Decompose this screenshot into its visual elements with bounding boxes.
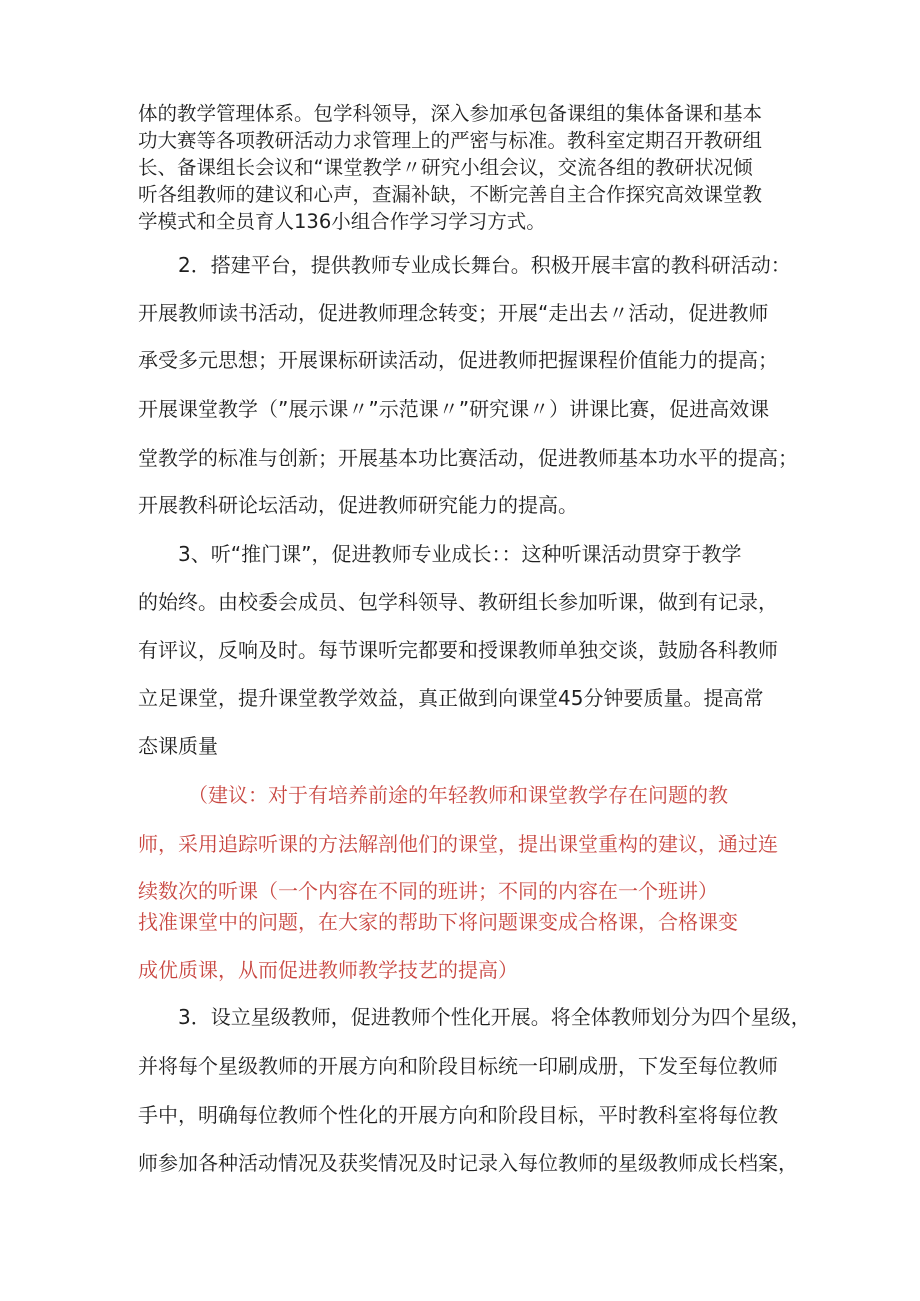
p4-line-1: 3．设立星级教师，促进教师个性化开展。将全体教师划分为四个星级， (178, 1005, 811, 1029)
p2-line-1: 2．搭建平台，提供教师专业成长舞台。积极开展丰富的教科研活动： (178, 253, 791, 277)
p2-line-6: 开展教科研论坛活动，促进教师研究能力的提高。 (138, 493, 578, 517)
p2-line-5: 堂教学的标准与创新；开展基本功比赛活动，促进教师基本功水平的提高； (138, 446, 798, 470)
suggestion-line-4: 找准课堂中的问题，在大家的帮助下将问题课变成合格课，合格课变 (138, 910, 738, 934)
suggestion-line-3: 续数次的听课（一个内容在不同的班讲；不同的内容在一个班讲） (138, 879, 718, 903)
p2-line-3: 承受多元思想；开展课标研读活动，促进教师把握课程价值能力的提高； (138, 348, 778, 372)
p3-line-2: 的始终。由校委会成员、包学科领导、教研组长参加听课，做到有记录， (138, 590, 778, 614)
p3-line-5: 态课质量 (138, 734, 218, 758)
intro-line-4: 听各组教师的建议和心声，查漏补缺，不断完善自主合作探究高效课堂教 (138, 183, 763, 206)
suggestion-line-2: 师，采用追踪听课的方法解剖他们的课堂，提出课堂重构的建议，通过连 (138, 832, 778, 856)
intro-line-5: 学模式和全员育人136小组合作学习学习方式。 (138, 210, 546, 233)
p4-line-3: 手中，明确每位教师个性化的开展方向和阶段目标，平时教科室将每位教 (138, 1103, 778, 1127)
p4-line-2: 并将每个星级教师的开展方向和阶段目标统一印刷成册，下发至每位教师 (138, 1054, 778, 1078)
intro-line-3: 长、备课组长会议和“课堂教学〃研究小组会议，交流各组的教研状况倾 (138, 156, 753, 179)
intro-line-2: 功大赛等各项教研活动力求管理上的严密与标准。教科室定期召开教研组 (138, 129, 763, 152)
p2-line-2: 开展教师读书活动，促进教师理念转变；开展“走出去〃活动，促进教师 (138, 301, 769, 325)
p3-line-4: 立足课堂，提升课堂教学效益，真正做到向课堂45分钟要质量。提高常 (138, 686, 764, 710)
intro-line-1: 体的教学管理体系。包学科领导，深入参加承包备课组的集体备课和基本 (138, 102, 763, 125)
p4-line-4: 师参加各种活动情况及获奖情况及时记录入每位教师的星级教师成长档案， (138, 1151, 798, 1175)
p3-line-3: 有评议，反响及时。每节课听完都要和授课教师单独交谈，鼓励各科教师 (138, 638, 778, 662)
p2-line-4: 开展课堂教学（”展示课〃”示范课〃”研究课〃）讲课比赛，促进高效课 (138, 397, 770, 421)
suggestion-line-5: 成优质课，从而促进教师教学技艺的提高） (138, 958, 518, 982)
p3-line-1: 3、听“推门课”，促进教师专业成长：：这种听课活动贯穿于教学 (178, 542, 742, 566)
suggestion-line-1: （建议：对于有培养前途的年轻教师和课堂教学存在问题的教 (188, 783, 728, 807)
